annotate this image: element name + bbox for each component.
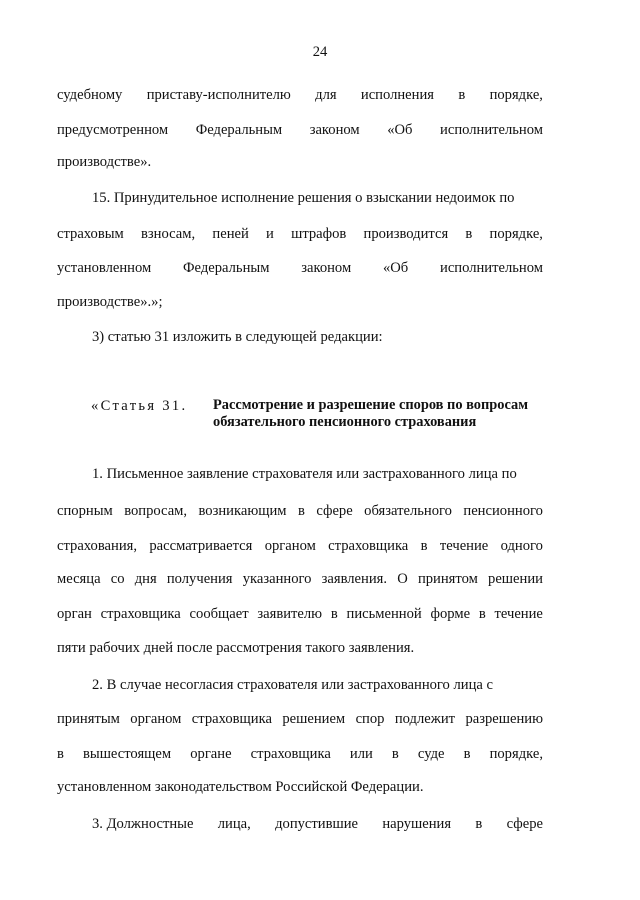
text-line (57, 86, 543, 104)
word: лица, (217, 816, 251, 832)
word: и (266, 226, 274, 242)
word: в (297, 503, 305, 519)
word: суде (417, 746, 445, 762)
word: порядке, (489, 87, 543, 103)
word: спор (355, 711, 385, 727)
word: исполнительном (440, 260, 543, 276)
word: сфере (506, 816, 543, 832)
word: пенсионного (463, 503, 543, 519)
word: форме (430, 606, 471, 622)
word: течение (494, 606, 543, 622)
word: страховщика (250, 746, 331, 762)
text-line: 1. Письменное заявление страхователя или застрахованного лица по (92, 466, 517, 482)
word: вопросам, (124, 503, 188, 519)
article-title-line: обязательного пенсионного страхования (213, 414, 477, 430)
article-title-line: Рассмотрение и разрешение споров по вопросам (213, 397, 529, 413)
word: указанного (242, 571, 312, 587)
word: в (330, 606, 338, 622)
word: решением (282, 711, 346, 727)
word: в (391, 746, 399, 762)
text-line: производстве».»; (57, 294, 163, 310)
word: судебному (57, 87, 123, 103)
text-line (57, 745, 543, 763)
word: принятом (417, 571, 478, 587)
word: получения (166, 571, 233, 587)
word: в (465, 226, 473, 242)
text-line: 3) статью 31 изложить в следующей редакции: (92, 329, 383, 345)
word: исполнения (360, 87, 434, 103)
word: течение (439, 538, 489, 554)
text-line (57, 502, 543, 520)
word: предусмотренном (57, 122, 169, 138)
word: разрешению (465, 711, 543, 727)
word: для (315, 87, 337, 103)
word: страхования, (57, 538, 138, 554)
word: возникающим (198, 503, 287, 519)
word: сфере (316, 503, 353, 519)
text-line: 15. Принудительное исполнение решения о взыскании недоимок по (92, 190, 515, 206)
word: установленном (57, 260, 152, 276)
word: или (349, 746, 373, 762)
word: страховым (57, 226, 124, 242)
word: страховщика (328, 538, 409, 554)
word: нарушения (382, 816, 452, 832)
text-line: производстве». (57, 154, 152, 170)
word: заявления. (321, 571, 388, 587)
word: исполнительном (440, 122, 543, 138)
word: О (397, 571, 408, 587)
word: дня (134, 571, 157, 587)
text-line (57, 259, 543, 277)
word: в (57, 746, 64, 762)
page-number: 24 (312, 44, 328, 60)
word: пеней (212, 226, 249, 242)
word: органе (190, 746, 232, 762)
word: рассматривается (149, 538, 253, 554)
word: штрафов (291, 226, 347, 242)
word: «Об (382, 260, 409, 276)
text-line (57, 225, 543, 243)
word: в (478, 606, 486, 622)
word: в (463, 746, 471, 762)
word: в (420, 538, 428, 554)
word: принятым (57, 711, 120, 727)
text-line (57, 710, 543, 728)
word: сообщает (189, 606, 249, 622)
word: в (475, 816, 483, 832)
word: подлежит (394, 711, 456, 727)
text-line (57, 121, 543, 139)
word: письменной (346, 606, 422, 622)
word: порядке, (489, 226, 543, 242)
text-line (57, 537, 543, 555)
word: решении (488, 571, 543, 587)
word: производится (363, 226, 449, 242)
text-line (92, 815, 543, 833)
word: страховщика (191, 711, 272, 727)
word: порядке, (489, 746, 543, 762)
text-line (57, 570, 543, 588)
word: одного (500, 538, 543, 554)
text-line: установленном законодательством Российской Федерации. (57, 779, 424, 795)
word: месяца (57, 571, 101, 587)
word: спорным (57, 503, 113, 519)
word: органом (130, 711, 182, 727)
word: в (458, 87, 466, 103)
word: со (110, 571, 125, 587)
word: приставу-исполнителю (146, 87, 291, 103)
article-title (213, 397, 553, 431)
text-line (57, 605, 543, 623)
word: органом (264, 538, 316, 554)
word: Федеральным (195, 122, 283, 138)
word: законом (309, 122, 360, 138)
word: допустившие (275, 816, 359, 832)
word: вышестоящем (83, 746, 172, 762)
word: орган (57, 606, 92, 622)
word: взносам, (141, 226, 196, 242)
word: «Об (387, 122, 413, 138)
word: обязательного (364, 503, 452, 519)
text-line: пяти рабочих дней после рассмотрения такого заявления. (57, 640, 415, 656)
word: Федеральным (183, 260, 270, 276)
word: заявителю (257, 606, 323, 622)
text-line: 2. В случае несогласия страхователя или застрахованного лица с (92, 677, 493, 693)
word: 3. Должностные (92, 816, 194, 832)
word: законом (301, 260, 352, 276)
article-label: «Статья 31. (91, 398, 188, 414)
word: страховщика (100, 606, 181, 622)
